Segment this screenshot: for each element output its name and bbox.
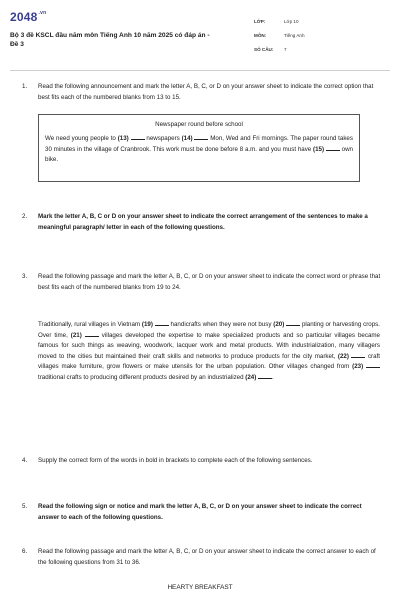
blank-number: (20) bbox=[273, 321, 285, 328]
question-4 bbox=[10, 456, 382, 467]
answer-blank[interactable] bbox=[351, 352, 365, 358]
blank-number: (24) bbox=[245, 373, 257, 381]
blank-number: (14) bbox=[181, 135, 193, 142]
question-1 bbox=[10, 82, 382, 103]
logo-suffix: .vn bbox=[38, 10, 47, 16]
text-segment: planting or harvesting crops. Over time, bbox=[38, 321, 380, 339]
question-instruction: Read the following passage and mark the letter A, B, C, or D on your answer sheet to indicate the correct word or phrase that best fits each of the numbered blanks from 19 to 24. bbox=[38, 273, 381, 291]
meta-subject-value: Tiếng Anh bbox=[284, 33, 305, 38]
logo-text: 2048 bbox=[10, 10, 38, 24]
answer-blank[interactable] bbox=[286, 320, 300, 326]
question-instruction: Mark the letter A, B, C or D on your answer sheet to indicate the correct arrangement of the sentences to make a meaningful paragraph/ letter in each of the following questions. bbox=[38, 213, 368, 231]
question-instruction: Read the following announcement and mark the letter A, B, C, or D on your answer sheet to indicate the correct option that best fits each of the numbered blanks from 13 to 15. bbox=[38, 83, 374, 101]
question-instruction: Read the following passage and mark the letter A, B, C, or D on your answer sheet to indicate the correct answer to each of the following questions from 31 to 36. bbox=[38, 548, 376, 566]
blank-number: (22) bbox=[337, 352, 349, 360]
question-5 bbox=[10, 502, 382, 523]
answer-blank[interactable] bbox=[85, 331, 99, 337]
answer-blank[interactable] bbox=[131, 134, 145, 140]
passage-paragraph bbox=[38, 320, 380, 383]
text-segment: craft villages make furniture, grow flowers or make utensils for the urban population. Other villages changed from bbox=[38, 352, 380, 370]
answer-blank[interactable] bbox=[326, 145, 340, 151]
answer-blank[interactable] bbox=[258, 373, 272, 379]
text-segment: newspapers bbox=[144, 135, 182, 142]
text-segment: . bbox=[272, 373, 274, 381]
blank-number: (13) bbox=[117, 135, 129, 142]
meta-class-row bbox=[254, 19, 299, 24]
answer-blank[interactable] bbox=[194, 134, 208, 140]
question-6 bbox=[10, 547, 382, 568]
meta-subject-row bbox=[254, 33, 305, 38]
meta-class-key: LỚP: bbox=[254, 19, 266, 24]
question-number: 4. bbox=[22, 457, 28, 464]
site-logo[interactable] bbox=[10, 10, 46, 24]
blank-number: (23) bbox=[352, 363, 364, 370]
meta-count-row bbox=[254, 47, 287, 52]
meta-class-value: Lớp 10 bbox=[284, 19, 299, 24]
question-2 bbox=[10, 212, 382, 233]
blank-number: (15) bbox=[313, 145, 325, 153]
question-number: 3. bbox=[22, 273, 28, 280]
text-segment: villages developed the expertise to make specialized products and so particular villages became famous for such things as weaving, woodwork, lacquer work and metal products. With industrialization, many villagers moved to the cities but maintained their craft skills and networks to produce products for the city market, bbox=[38, 331, 380, 360]
announcement-text bbox=[39, 134, 359, 166]
text-segment: Traditionally, rural villages in Vietnam bbox=[38, 321, 142, 328]
question-number: 6. bbox=[22, 548, 28, 555]
answer-blank[interactable] bbox=[155, 320, 169, 326]
text-segment: traditional crafts to producing different products desired by an industrialized bbox=[38, 373, 246, 381]
meta-subject-key: MÔN: bbox=[254, 33, 267, 38]
meta-count-key: SỐ CÂU: bbox=[254, 47, 274, 52]
text-segment: own bike. bbox=[45, 145, 353, 163]
text-segment: We need young people to bbox=[45, 135, 118, 142]
meta-count-value: 7 bbox=[284, 47, 287, 52]
header-divider bbox=[10, 70, 390, 71]
question-number: 1. bbox=[22, 83, 28, 90]
question-3 bbox=[10, 272, 382, 293]
text-segment: handicrafts when they were not busy bbox=[168, 321, 274, 328]
question-instruction: Read the following sign or notice and mark the letter A, B, C, or D on your answer sheet to indicate the correct answer to each of the following questions. bbox=[38, 503, 362, 521]
question-number: 5. bbox=[22, 503, 28, 510]
blank-number: (19) bbox=[141, 321, 153, 328]
passage-title: HEARTY BREAKFAST bbox=[167, 584, 233, 591]
question-instruction: Supply the correct form of the words in bold in brackets to complete each of the following sentences. bbox=[38, 457, 313, 464]
answer-blank[interactable] bbox=[366, 362, 380, 368]
page-header bbox=[0, 0, 400, 68]
blank-number: (21) bbox=[70, 331, 82, 339]
announcement-box bbox=[38, 114, 360, 182]
question-number: 2. bbox=[22, 213, 28, 220]
announcement-title: Newspaper round before school bbox=[155, 121, 243, 128]
text-segment: Mon, Wed and Fri mornings. The paper round takes 30 minutes in the village of Cranbrook. This work must be done before 8 a.m. and you must have bbox=[45, 135, 353, 153]
document-title: Bộ 3 đề KSCL đầu năm môn Tiếng Anh 10 năm 2025 có đáp án - Đề 3 bbox=[10, 32, 210, 48]
